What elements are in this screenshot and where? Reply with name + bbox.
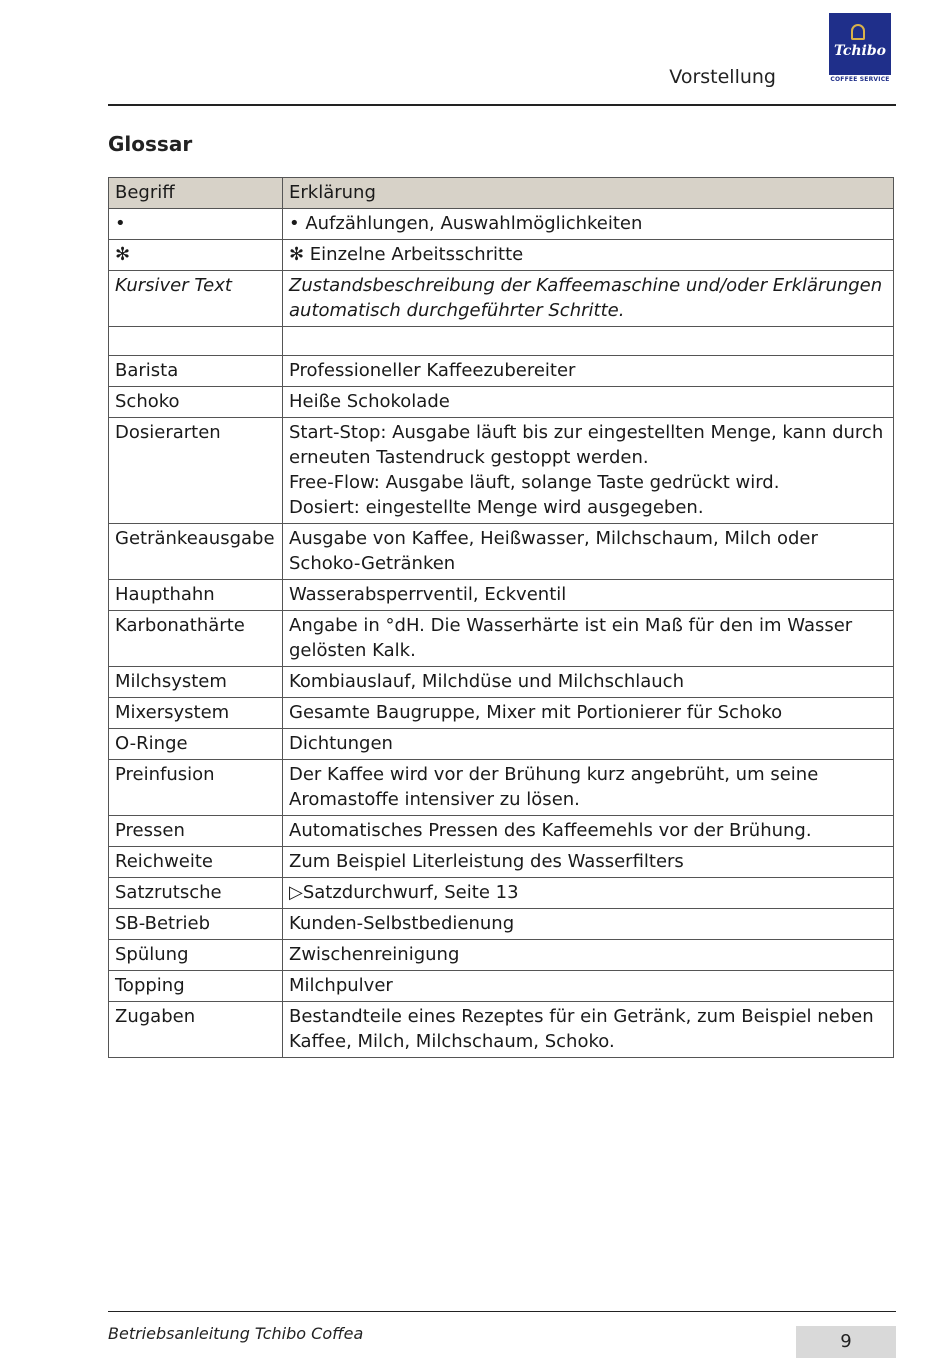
glossary-term: Pressen — [109, 816, 283, 847]
glossary-explanation: Ausgabe von Kaffee, Heißwasser, Milchschaum, Milch oder Schoko-Getränken — [283, 524, 894, 580]
glossary-explanation: Gesamte Baugruppe, Mixer mit Portionierer für Schoko — [283, 698, 894, 729]
table-row — [109, 327, 894, 356]
logo-brand: Tchibo — [834, 43, 886, 59]
glossary-explanation: Kunden-Selbstbedienung — [283, 909, 894, 940]
glossary-explanation: Dichtungen — [283, 729, 894, 760]
glossary-term: • — [109, 209, 283, 240]
logo-emblem-icon — [851, 24, 865, 40]
glossary-explanation: Wasserabsperrventil, Eckventil — [283, 580, 894, 611]
glossary-explanation: Zwischenreinigung — [283, 940, 894, 971]
footer-rule — [108, 1311, 896, 1312]
table-row — [109, 698, 894, 729]
glossary-explanation: Bestandteile eines Rezeptes für ein Getränk, zum Beispiel neben Kaffee, Milch, Milchschaum, Schoko. — [283, 1002, 894, 1058]
table-header-row — [109, 178, 894, 209]
glossary-term: Haupthahn — [109, 580, 283, 611]
glossary-term: Spülung — [109, 940, 283, 971]
glossary-term: Milchsystem — [109, 667, 283, 698]
glossary-term: Preinfusion — [109, 760, 283, 816]
glossary-explanation: • Aufzählungen, Auswahlmöglichkeiten — [283, 209, 894, 240]
glossary-term: Karbonathärte — [109, 611, 283, 667]
glossary-table — [108, 177, 894, 1058]
logo-subtitle: COFFEE SERVICE — [830, 76, 890, 83]
glossary-term: Topping — [109, 971, 283, 1002]
table-row — [109, 729, 894, 760]
table-row — [109, 847, 894, 878]
table-row — [109, 940, 894, 971]
header-rule — [108, 104, 896, 106]
glossary-explanation: Zum Beispiel Literleistung des Wasserfilters — [283, 847, 894, 878]
table-row — [109, 524, 894, 580]
header-term: Begriff — [109, 178, 283, 209]
glossary-explanation: ▷Satzdurchwurf, Seite 13 — [283, 878, 894, 909]
table-row — [109, 909, 894, 940]
table-row — [109, 816, 894, 847]
page-number: 9 — [796, 1326, 896, 1358]
glossary-explanation: Automatisches Pressen des Kaffeemehls vor der Brühung. — [283, 816, 894, 847]
glossary-term: Dosierarten — [109, 418, 283, 524]
table-row — [109, 240, 894, 271]
table-row — [109, 387, 894, 418]
glossary-explanation: Angabe in °dH. Die Wasserhärte ist ein Maß für den im Wasser gelösten Kalk. — [283, 611, 894, 667]
tchibo-logo — [829, 13, 891, 87]
table-row — [109, 580, 894, 611]
footer-document-title: Betriebsanleitung Tchibo Coffea — [108, 1324, 364, 1343]
glossary-term: Mixersystem — [109, 698, 283, 729]
glossary-term: SB-Betrieb — [109, 909, 283, 940]
table-row — [109, 418, 894, 524]
logo-box — [829, 13, 891, 75]
glossary-term: Reichweite — [109, 847, 283, 878]
table-row — [109, 1002, 894, 1058]
glossary-explanation: Professioneller Kaffeezubereiter — [283, 356, 894, 387]
glossary-term: Getränkeausgabe — [109, 524, 283, 580]
table-row — [109, 971, 894, 1002]
table-row — [109, 271, 894, 327]
glossary-explanation: Der Kaffee wird vor der Brühung kurz angebrüht, um seine Aromastoffe intensiver zu lösen. — [283, 760, 894, 816]
glossary-explanation — [283, 327, 894, 356]
glossary-explanation: Milchpulver — [283, 971, 894, 1002]
table-row — [109, 878, 894, 909]
table-body — [109, 209, 894, 1058]
glossary-term: ✻ — [109, 240, 283, 271]
glossary-term: O-Ringe — [109, 729, 283, 760]
glossary-explanation: Start-Stop: Ausgabe läuft bis zur eingestellten Menge, kann durch erneuten Tastendruck gestoppt werden. Free-Flow: Ausgabe läuft, solange Taste gedrückt wird. Dosiert: eingestellte Menge wird ausgegeben. — [283, 418, 894, 524]
glossary-term — [109, 327, 283, 356]
table-row — [109, 667, 894, 698]
glossary-term: Schoko — [109, 387, 283, 418]
glossary-explanation: Heiße Schokolade — [283, 387, 894, 418]
header-section-title: Vorstellung — [669, 66, 776, 88]
glossary-explanation: Kombiauslauf, Milchdüse und Milchschlauch — [283, 667, 894, 698]
glossary-term: Satzrutsche — [109, 878, 283, 909]
glossary-term: Barista — [109, 356, 283, 387]
glossary-explanation: ✻ Einzelne Arbeitsschritte — [283, 240, 894, 271]
glossary-term: Kursiver Text — [109, 271, 283, 327]
glossary-explanation: Zustandsbeschreibung der Kaffeemaschine und/oder Erklärungen automatisch durchgeführter Schritte. — [283, 271, 894, 327]
table-row — [109, 611, 894, 667]
page-title: Glossar — [108, 132, 193, 156]
table-row — [109, 209, 894, 240]
glossary-term: Zugaben — [109, 1002, 283, 1058]
table-row — [109, 356, 894, 387]
header-explanation: Erklärung — [283, 178, 894, 209]
table-row — [109, 760, 894, 816]
